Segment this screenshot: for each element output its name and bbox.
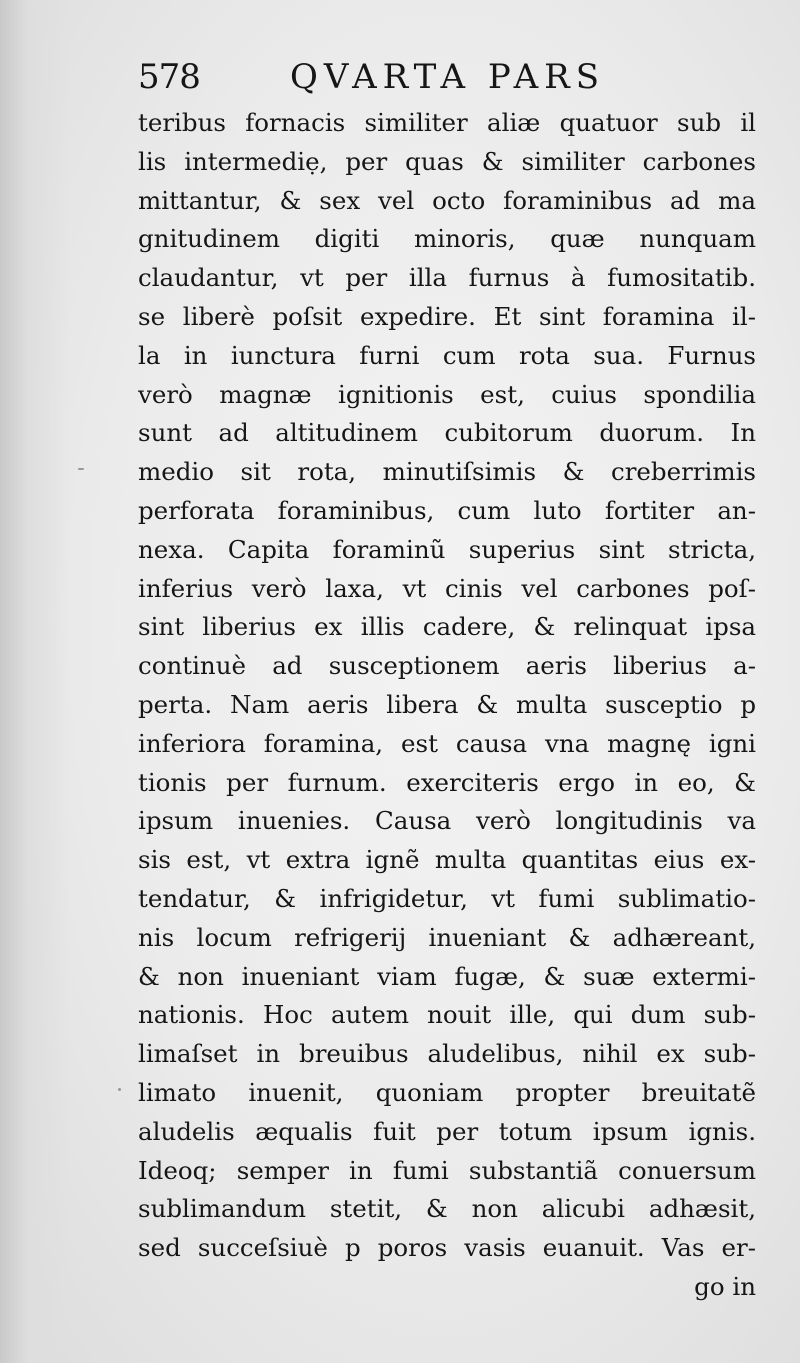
text-line: gnitudinem digiti minoris, quæ nunquam — [138, 224, 756, 254]
running-head: QVARTA PARS — [290, 57, 606, 97]
catchword-line: go in — [694, 1271, 756, 1301]
text-line: aludelis æqualis fuit per totum ipsum ignis. — [138, 1116, 756, 1146]
text-line: sis est, vt extra ignẽ multa quantitas eius ex- — [138, 845, 756, 875]
body-text — [138, 104, 756, 1307]
text-line: verò magnæ ignitionis est, cuius spondilia — [138, 379, 756, 409]
text-line: la in iunctura furni cum rota sua. Furnus — [138, 340, 756, 370]
text-line: perforata foraminibus, cum luto fortiter an- — [138, 495, 756, 525]
text-line: limaſset in breuibus aludelibus, nihil ex sub- — [138, 1039, 756, 1069]
text-line: nationis. Hoc autem nouit ille, qui dum sub- — [138, 1000, 756, 1030]
text-line: sint liberius ex illis cadere, & relinquat ipsa — [138, 612, 756, 642]
text-line: ipsum inuenies. Causa verò longitudinis va — [138, 806, 756, 836]
text-line: claudantur, vt per illa furnus à fumositatib. — [138, 263, 756, 293]
text-line: medio sit rota, minutiſsimis & creberrimis — [138, 457, 756, 487]
text-line: nis locum refrigerij inueniant & adhæreant, — [138, 922, 756, 952]
text-line: sed succeſsiuè p poros vasis euanuit. Vas er- — [138, 1233, 756, 1263]
text-line: tionis per furnum. exerciteris ergo in eo, & — [138, 767, 756, 797]
stray-mark — [118, 1088, 121, 1091]
text-line: teribus fornacis similiter aliæ quatuor sub il — [138, 108, 756, 137]
text-line: continuè ad susceptionem aeris liberius a- — [138, 651, 756, 681]
text-line: inferius verò laxa, vt cinis vel carbones poſ- — [138, 573, 756, 603]
text-line: mittantur, & sex vel octo foraminibus ad ma — [138, 185, 756, 215]
page-header — [138, 52, 768, 102]
stray-mark — [78, 468, 84, 470]
text-line: nexa. Capita foraminũ superius sint stricta, — [138, 534, 756, 564]
text-line: lis intermediẹ, per quas & similiter carbones — [138, 146, 756, 176]
page-number: 578 — [138, 57, 200, 97]
text-line: limato inuenit, quoniam propter breuitatẽ — [138, 1077, 756, 1107]
text-line: perta. Nam aeris libera & multa susceptio p — [138, 689, 756, 719]
text-line: se liberè poſsit expedire. Et sint foramina il- — [138, 301, 756, 331]
text-line: tendatur, & infrigidetur, vt fumi sublimatio- — [138, 883, 756, 913]
text-line: & non inueniant viam fugæ, & suæ extermi- — [138, 961, 756, 991]
text-line: sublimandum stetit, & non alicubi adhæsit, — [138, 1194, 756, 1224]
text-line: Ideoq; semper in fumi substantiã conuersum — [138, 1155, 756, 1185]
text-line: sunt ad altitudinem cubitorum duorum. In — [138, 418, 756, 448]
text-line: inferiora foramina, est causa vna magnę igni — [138, 728, 756, 758]
gutter-shadow — [0, 0, 70, 1363]
